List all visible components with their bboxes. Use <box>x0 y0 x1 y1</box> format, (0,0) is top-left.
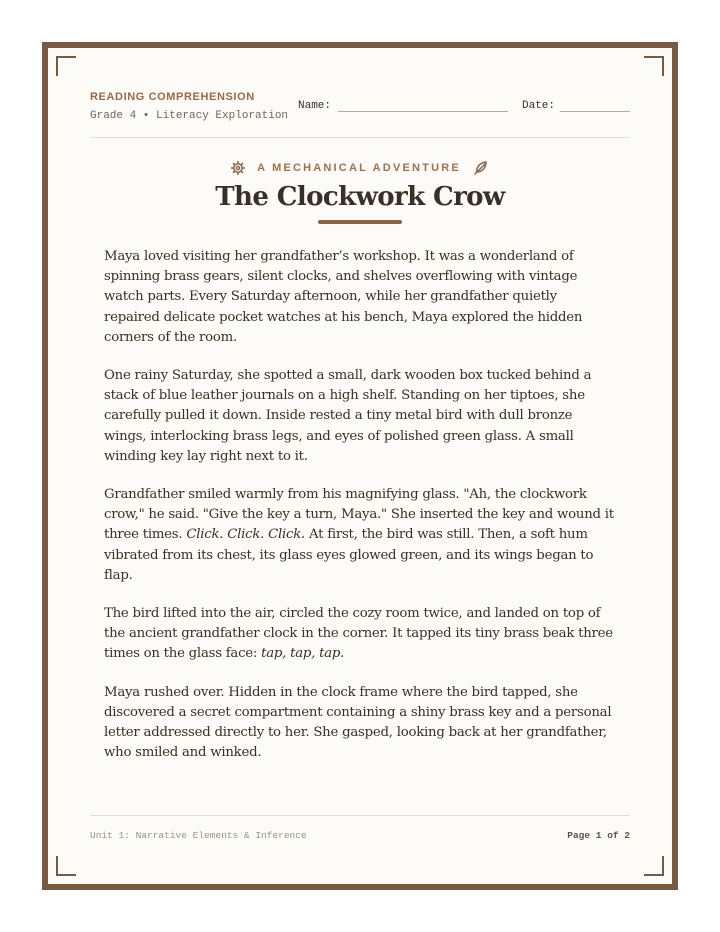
story-paragraph-4 <box>104 604 616 665</box>
date-field[interactable] <box>560 111 630 112</box>
paragraph-3-end: At first, the bird was still. Then, a soft hum vibrated from its chest, its glass eyes glowed green, and its wings began to flap. <box>104 527 594 583</box>
header-divider <box>90 137 630 138</box>
subtitle-text: A MECHANICAL ADVENTURE <box>257 162 461 174</box>
paragraph-3-sound: Click. Click. Click. <box>186 527 306 543</box>
gear-icon <box>230 160 246 176</box>
title-underline <box>318 220 402 224</box>
grade-label: Grade 4 • Literacy Exploration <box>90 110 289 122</box>
paragraph-4-start: The bird lifted into the air, circled the cozy room twice, and landed on top of the ancient grandfather clock in the corner. It tapped its tiny brass beak three times on the glass face: <box>104 606 613 662</box>
story-paragraph-1: Maya loved visiting her grandfather’s workshop. It was a wonderland of spinning brass gears, silent clocks, and shelves overflowing with vintage watch parts. Every Saturday afternoon, while her grandfather quietly repaired delicate pocket watches at his bench, Maya explored the hidden corners of the room. <box>104 249 583 345</box>
story-subtitle <box>48 160 672 176</box>
corner-ornament-top-right <box>644 56 664 76</box>
paragraph-4-sound: tap, tap, tap. <box>261 646 345 662</box>
corner-ornament-bottom-right <box>644 856 664 876</box>
story-paragraph-2: One rainy Saturday, she spotted a small, dark wooden box tucked behind a stack of blue leather journals on a high shelf. Standing on her tiptoes, she carefully pulled it down. Inside rested a tiny metal bird with dull bronze wings, interlocking brass legs, and eyes of polished green glass. A small winding key lay right next to it. <box>104 368 592 464</box>
story-paragraph-5: Maya rushed over. Hidden in the clock frame where the bird tapped, she discovered a secret compartment containing a shiny brass key and a personal letter addressed directly to her. She gasped, looking back at her grandfather, who smiled and winked. <box>104 684 612 761</box>
footer-divider <box>90 815 630 816</box>
corner-ornament-bottom-left <box>56 856 76 876</box>
name-field[interactable] <box>338 111 508 112</box>
page-number: Page 1 of 2 <box>567 830 630 841</box>
story-body <box>104 247 616 781</box>
story-title: The Clockwork Crow <box>215 182 505 212</box>
paragraph-3-start: Grandfather smiled warmly from his magnifying glass. "Ah, the clockwork crow," he said. "Give the key a turn, Maya." She inserted the key and wound it three times. <box>104 487 614 543</box>
name-label: Name: <box>298 100 332 112</box>
date-label: Date: <box>522 100 556 112</box>
footer-unit: Unit 1: Narrative Elements & Inference <box>90 830 307 841</box>
feather-icon <box>472 160 490 176</box>
story-paragraph-3 <box>104 485 616 586</box>
worksheet-page <box>42 42 678 890</box>
section-kicker: READING COMPREHENSION <box>90 91 255 103</box>
corner-ornament-top-left <box>56 56 76 76</box>
